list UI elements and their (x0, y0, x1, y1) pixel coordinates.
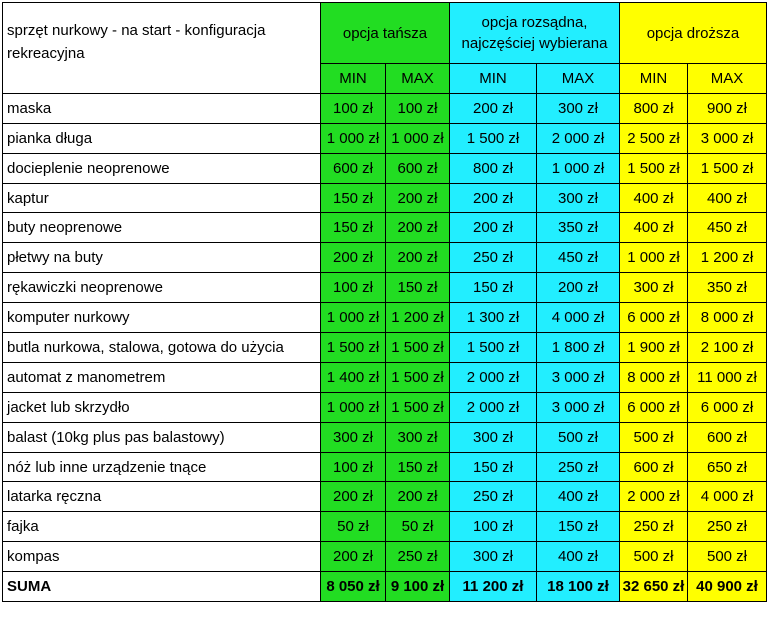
reasonable-max-value: 250 zł (537, 452, 620, 482)
reasonable-min-value: 100 zł (450, 512, 537, 542)
cheap-min-value: 150 zł (321, 183, 386, 213)
table-row (3, 452, 767, 482)
reasonable-max-value: 200 zł (537, 273, 620, 303)
cheap-min-value: 1 000 zł (321, 303, 386, 333)
item-name: butla nurkowa, stalowa, gotowa do użycia (3, 333, 321, 363)
expensive-min-value: 1 500 zł (620, 153, 688, 183)
expensive-min-value: 2 500 zł (620, 123, 688, 153)
cheap-min-value: 1 000 zł (321, 392, 386, 422)
cheap-max-value: 1 500 zł (386, 362, 450, 392)
reasonable-min-value: 800 zł (450, 153, 537, 183)
expensive-max-header: MAX (688, 64, 767, 94)
reasonable-min-value: 300 zł (450, 422, 537, 452)
expensive-min-value: 400 zł (620, 213, 688, 243)
option-expensive-header: opcja droższa (620, 3, 767, 64)
reasonable-min-value: 150 zł (450, 452, 537, 482)
table-row (3, 392, 767, 422)
cheap-max-value: 1 500 zł (386, 333, 450, 363)
table-row (3, 153, 767, 183)
cheap-max-value: 150 zł (386, 452, 450, 482)
reasonable-min-value: 150 zł (450, 273, 537, 303)
expensive-max-value: 600 zł (688, 422, 767, 452)
cheap-max-value: 200 zł (386, 482, 450, 512)
table-row (3, 482, 767, 512)
cheap-min-value: 100 zł (321, 273, 386, 303)
cheap-min-value: 150 zł (321, 213, 386, 243)
table-row (3, 123, 767, 153)
cheap-max-value: 1 000 zł (386, 123, 450, 153)
reasonable-max-value: 450 zł (537, 243, 620, 273)
header-row-options (3, 3, 767, 64)
cheap-max-value: 100 zł (386, 93, 450, 123)
cheap-max-value: 200 zł (386, 243, 450, 273)
expensive-min-value: 300 zł (620, 273, 688, 303)
sum-expensive-max-value: 40 900 zł (688, 572, 767, 602)
expensive-max-value: 250 zł (688, 512, 767, 542)
expensive-max-value: 650 zł (688, 452, 767, 482)
expensive-min-value: 800 zł (620, 93, 688, 123)
table-row (3, 333, 767, 363)
expensive-max-value: 11 000 zł (688, 362, 767, 392)
cheap-min-value: 100 zł (321, 452, 386, 482)
sum-reasonable-min-value: 11 200 zł (450, 572, 537, 602)
expensive-min-value: 500 zł (620, 542, 688, 572)
sum-cheap-min-value: 8 050 zł (321, 572, 386, 602)
cheap-min-value: 1 000 zł (321, 123, 386, 153)
cheap-min-value: 1 500 zł (321, 333, 386, 363)
expensive-min-value: 1 900 zł (620, 333, 688, 363)
cheap-min-value: 200 zł (321, 243, 386, 273)
cheap-max-value: 1 500 zł (386, 392, 450, 422)
reasonable-max-value: 300 zł (537, 183, 620, 213)
item-name: balast (10kg plus pas balastowy) (3, 422, 321, 452)
reasonable-max-value: 400 zł (537, 542, 620, 572)
item-name: nóż lub inne urządzenie tnące (3, 452, 321, 482)
reasonable-min-value: 1 500 zł (450, 123, 537, 153)
expensive-min-header: MIN (620, 64, 688, 94)
reasonable-max-header: MAX (537, 64, 620, 94)
reasonable-min-value: 200 zł (450, 213, 537, 243)
reasonable-max-value: 300 zł (537, 93, 620, 123)
table-row (3, 542, 767, 572)
item-name: docieplenie neoprenowe (3, 153, 321, 183)
option-cheap-header: opcja tańsza (321, 3, 450, 64)
cheap-max-value: 200 zł (386, 183, 450, 213)
expensive-max-value: 3 000 zł (688, 123, 767, 153)
cheap-min-value: 200 zł (321, 482, 386, 512)
sum-reasonable-max-value: 18 100 zł (537, 572, 620, 602)
expensive-min-value: 8 000 zł (620, 362, 688, 392)
sum-row (3, 572, 767, 602)
expensive-max-value: 1 200 zł (688, 243, 767, 273)
expensive-min-value: 600 zł (620, 452, 688, 482)
reasonable-min-value: 1 500 zł (450, 333, 537, 363)
item-name: płetwy na buty (3, 243, 321, 273)
reasonable-max-value: 1 800 zł (537, 333, 620, 363)
cheap-max-value: 600 zł (386, 153, 450, 183)
expensive-max-value: 8 000 zł (688, 303, 767, 333)
expensive-min-value: 500 zł (620, 422, 688, 452)
cheap-min-value: 300 zł (321, 422, 386, 452)
cheap-max-header: MAX (386, 64, 450, 94)
table-row (3, 243, 767, 273)
expensive-max-value: 6 000 zł (688, 392, 767, 422)
expensive-min-value: 400 zł (620, 183, 688, 213)
expensive-max-value: 900 zł (688, 93, 767, 123)
reasonable-max-value: 3 000 zł (537, 362, 620, 392)
cheap-min-value: 100 zł (321, 93, 386, 123)
reasonable-min-value: 2 000 zł (450, 362, 537, 392)
reasonable-max-value: 500 zł (537, 422, 620, 452)
item-name: fajka (3, 512, 321, 542)
expensive-min-value: 1 000 zł (620, 243, 688, 273)
reasonable-min-value: 250 zł (450, 482, 537, 512)
expensive-max-value: 450 zł (688, 213, 767, 243)
reasonable-min-value: 2 000 zł (450, 392, 537, 422)
reasonable-max-value: 400 zł (537, 482, 620, 512)
reasonable-min-value: 200 zł (450, 183, 537, 213)
price-table-container (2, 2, 767, 602)
table-row (3, 273, 767, 303)
reasonable-min-header: MIN (450, 64, 537, 94)
option-reasonable-header: opcja rozsądna, najczęściej wybierana (450, 3, 620, 64)
reasonable-max-value: 3 000 zł (537, 392, 620, 422)
table-row (3, 512, 767, 542)
table-row (3, 303, 767, 333)
table-row (3, 183, 767, 213)
item-name: kompas (3, 542, 321, 572)
item-name: pianka długa (3, 123, 321, 153)
cheap-max-value: 250 zł (386, 542, 450, 572)
item-name: kaptur (3, 183, 321, 213)
expensive-max-value: 350 zł (688, 273, 767, 303)
reasonable-max-value: 1 000 zł (537, 153, 620, 183)
table-title: sprzęt nurkowy - na start - konfiguracja rekreacyjna (3, 3, 321, 94)
item-name: buty neoprenowe (3, 213, 321, 243)
price-table (2, 2, 767, 602)
cheap-min-value: 200 zł (321, 542, 386, 572)
table-row (3, 93, 767, 123)
item-name: jacket lub skrzydło (3, 392, 321, 422)
cheap-max-value: 200 zł (386, 213, 450, 243)
cheap-max-value: 300 zł (386, 422, 450, 452)
cheap-min-value: 50 zł (321, 512, 386, 542)
item-name: komputer nurkowy (3, 303, 321, 333)
cheap-max-value: 50 zł (386, 512, 450, 542)
sum-label: SUMA (3, 572, 321, 602)
reasonable-min-value: 1 300 zł (450, 303, 537, 333)
cheap-min-value: 600 zł (321, 153, 386, 183)
reasonable-min-value: 250 zł (450, 243, 537, 273)
item-name: latarka ręczna (3, 482, 321, 512)
reasonable-min-value: 300 zł (450, 542, 537, 572)
expensive-max-value: 4 000 zł (688, 482, 767, 512)
cheap-min-value: 1 400 zł (321, 362, 386, 392)
sum-expensive-min-value: 32 650 zł (620, 572, 688, 602)
expensive-max-value: 400 zł (688, 183, 767, 213)
table-row (3, 362, 767, 392)
expensive-min-value: 6 000 zł (620, 392, 688, 422)
reasonable-max-value: 350 zł (537, 213, 620, 243)
expensive-max-value: 1 500 zł (688, 153, 767, 183)
cheap-max-value: 1 200 zł (386, 303, 450, 333)
reasonable-min-value: 200 zł (450, 93, 537, 123)
expensive-min-value: 6 000 zł (620, 303, 688, 333)
expensive-min-value: 250 zł (620, 512, 688, 542)
reasonable-max-value: 150 zł (537, 512, 620, 542)
expensive-max-value: 500 zł (688, 542, 767, 572)
cheap-max-value: 150 zł (386, 273, 450, 303)
expensive-max-value: 2 100 zł (688, 333, 767, 363)
table-row (3, 422, 767, 452)
expensive-min-value: 2 000 zł (620, 482, 688, 512)
sum-cheap-max-value: 9 100 zł (386, 572, 450, 602)
cheap-min-header: MIN (321, 64, 386, 94)
item-name: rękawiczki neoprenowe (3, 273, 321, 303)
item-name: maska (3, 93, 321, 123)
item-name: automat z manometrem (3, 362, 321, 392)
table-row (3, 213, 767, 243)
reasonable-max-value: 4 000 zł (537, 303, 620, 333)
reasonable-max-value: 2 000 zł (537, 123, 620, 153)
